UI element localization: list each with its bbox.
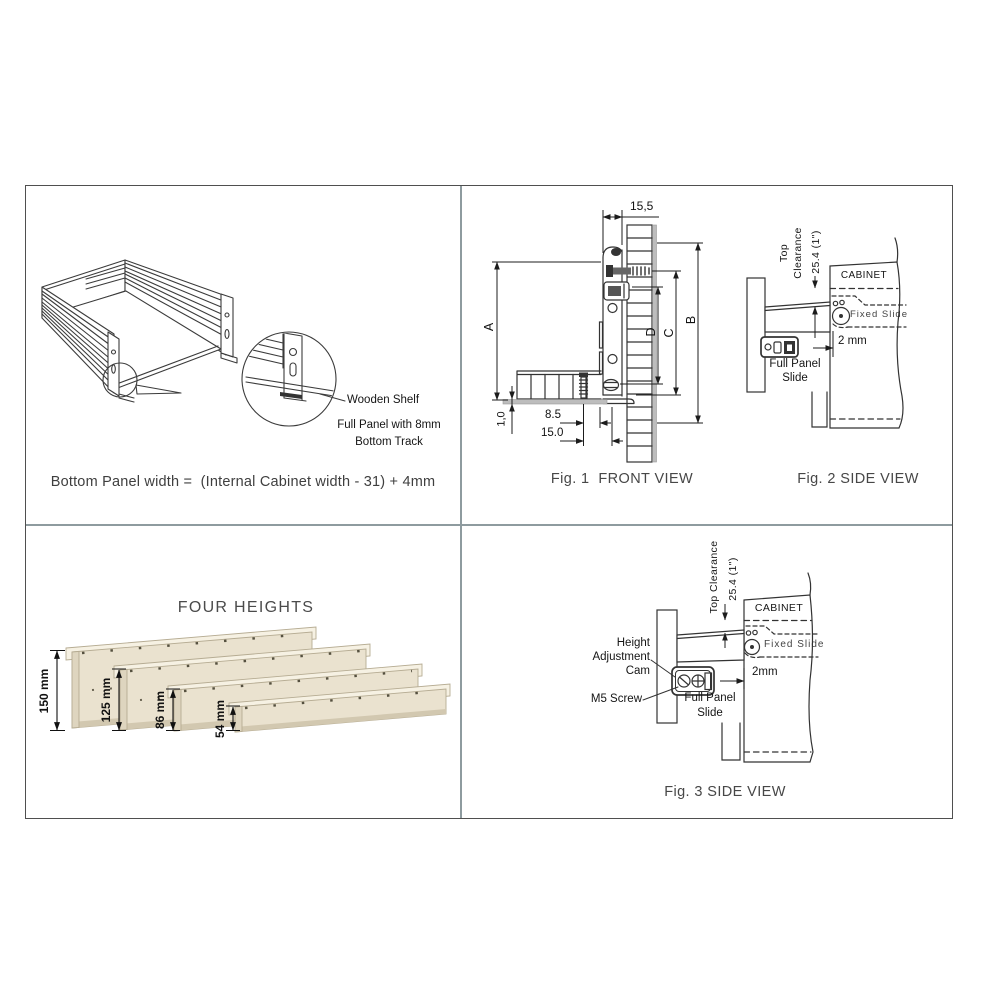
fig2-full-panel-label-line2: Slide [782,372,808,384]
fig1-dim-d: D [643,327,658,337]
fig3-cam-label-line1: Height [616,637,650,649]
fig1-dim-1-0: 1,0 [495,411,508,427]
fig2-clearance-value: 25.4 (1") [809,230,822,274]
fig1-dim-8-5: 8.5 [545,409,561,421]
fig1-dim-b: B [683,315,698,325]
fig3-cam-label-line3: Cam [625,665,650,677]
fig3-cam-label-line2: Adjustment [592,651,650,663]
horizontal-divider [26,524,952,526]
four-heights-photo [26,620,460,790]
fig1-dim-15-5: 15,5 [630,199,654,213]
fig1-dim-15-0: 15.0 [541,427,564,439]
fig2-clearance-label: Clearance [791,227,804,279]
fig3-m5-screw-label: M5 Screw [590,693,642,705]
wooden-shelf-label: Wooden Shelf [347,394,420,406]
bottom-panel-formula: Bottom Panel width = (Internal Cabinet width - 31) + 4mm [50,474,436,490]
fig3-clearance-value: 25.4 (1") [726,557,739,601]
fig3-full-panel-label-line1: Full Panel [684,692,736,704]
fig2-gap-label: 2 mm [838,335,867,347]
full-panel-8mm-label-line2: Bottom Track [355,436,423,448]
fig3-fixed-slide-label: Fixed Slide [764,639,825,650]
fig3-top-clearance-label: Top Clearance [707,540,720,614]
fig2-top-label: Top [777,243,790,263]
fig2-caption: Fig. 2 SIDE VIEW [797,471,919,487]
fig2-side-view-drawing [740,230,920,445]
four-heights-title: FOUR HEIGHTS [177,599,315,616]
fig2-full-panel-label-line1: Full Panel [769,358,821,370]
fig1-caption: Fig. 1 FRONT VIEW [550,471,694,487]
fig3-gap-label: 2mm [752,666,778,678]
fig1-dim-a: A [481,322,496,332]
height-label-150mm: 150 mm [37,668,52,714]
height-label-125mm: 125 mm [99,677,114,723]
height-label-54mm: 54 mm [213,699,228,739]
height-label-86mm: 86 mm [153,690,168,730]
fig2-cabinet-label: CABINET [840,270,888,281]
fig3-caption: Fig. 3 SIDE VIEW [664,784,786,800]
fig2-fixed-slide-label: Fixed Slide [850,309,908,320]
full-panel-8mm-label-line1: Full Panel with 8mm [337,419,441,431]
fig1-dim-c: C [661,328,676,338]
fig3-full-panel-label-line2: Slide [697,707,723,719]
fig3-cabinet-label: CABINET [754,602,804,614]
